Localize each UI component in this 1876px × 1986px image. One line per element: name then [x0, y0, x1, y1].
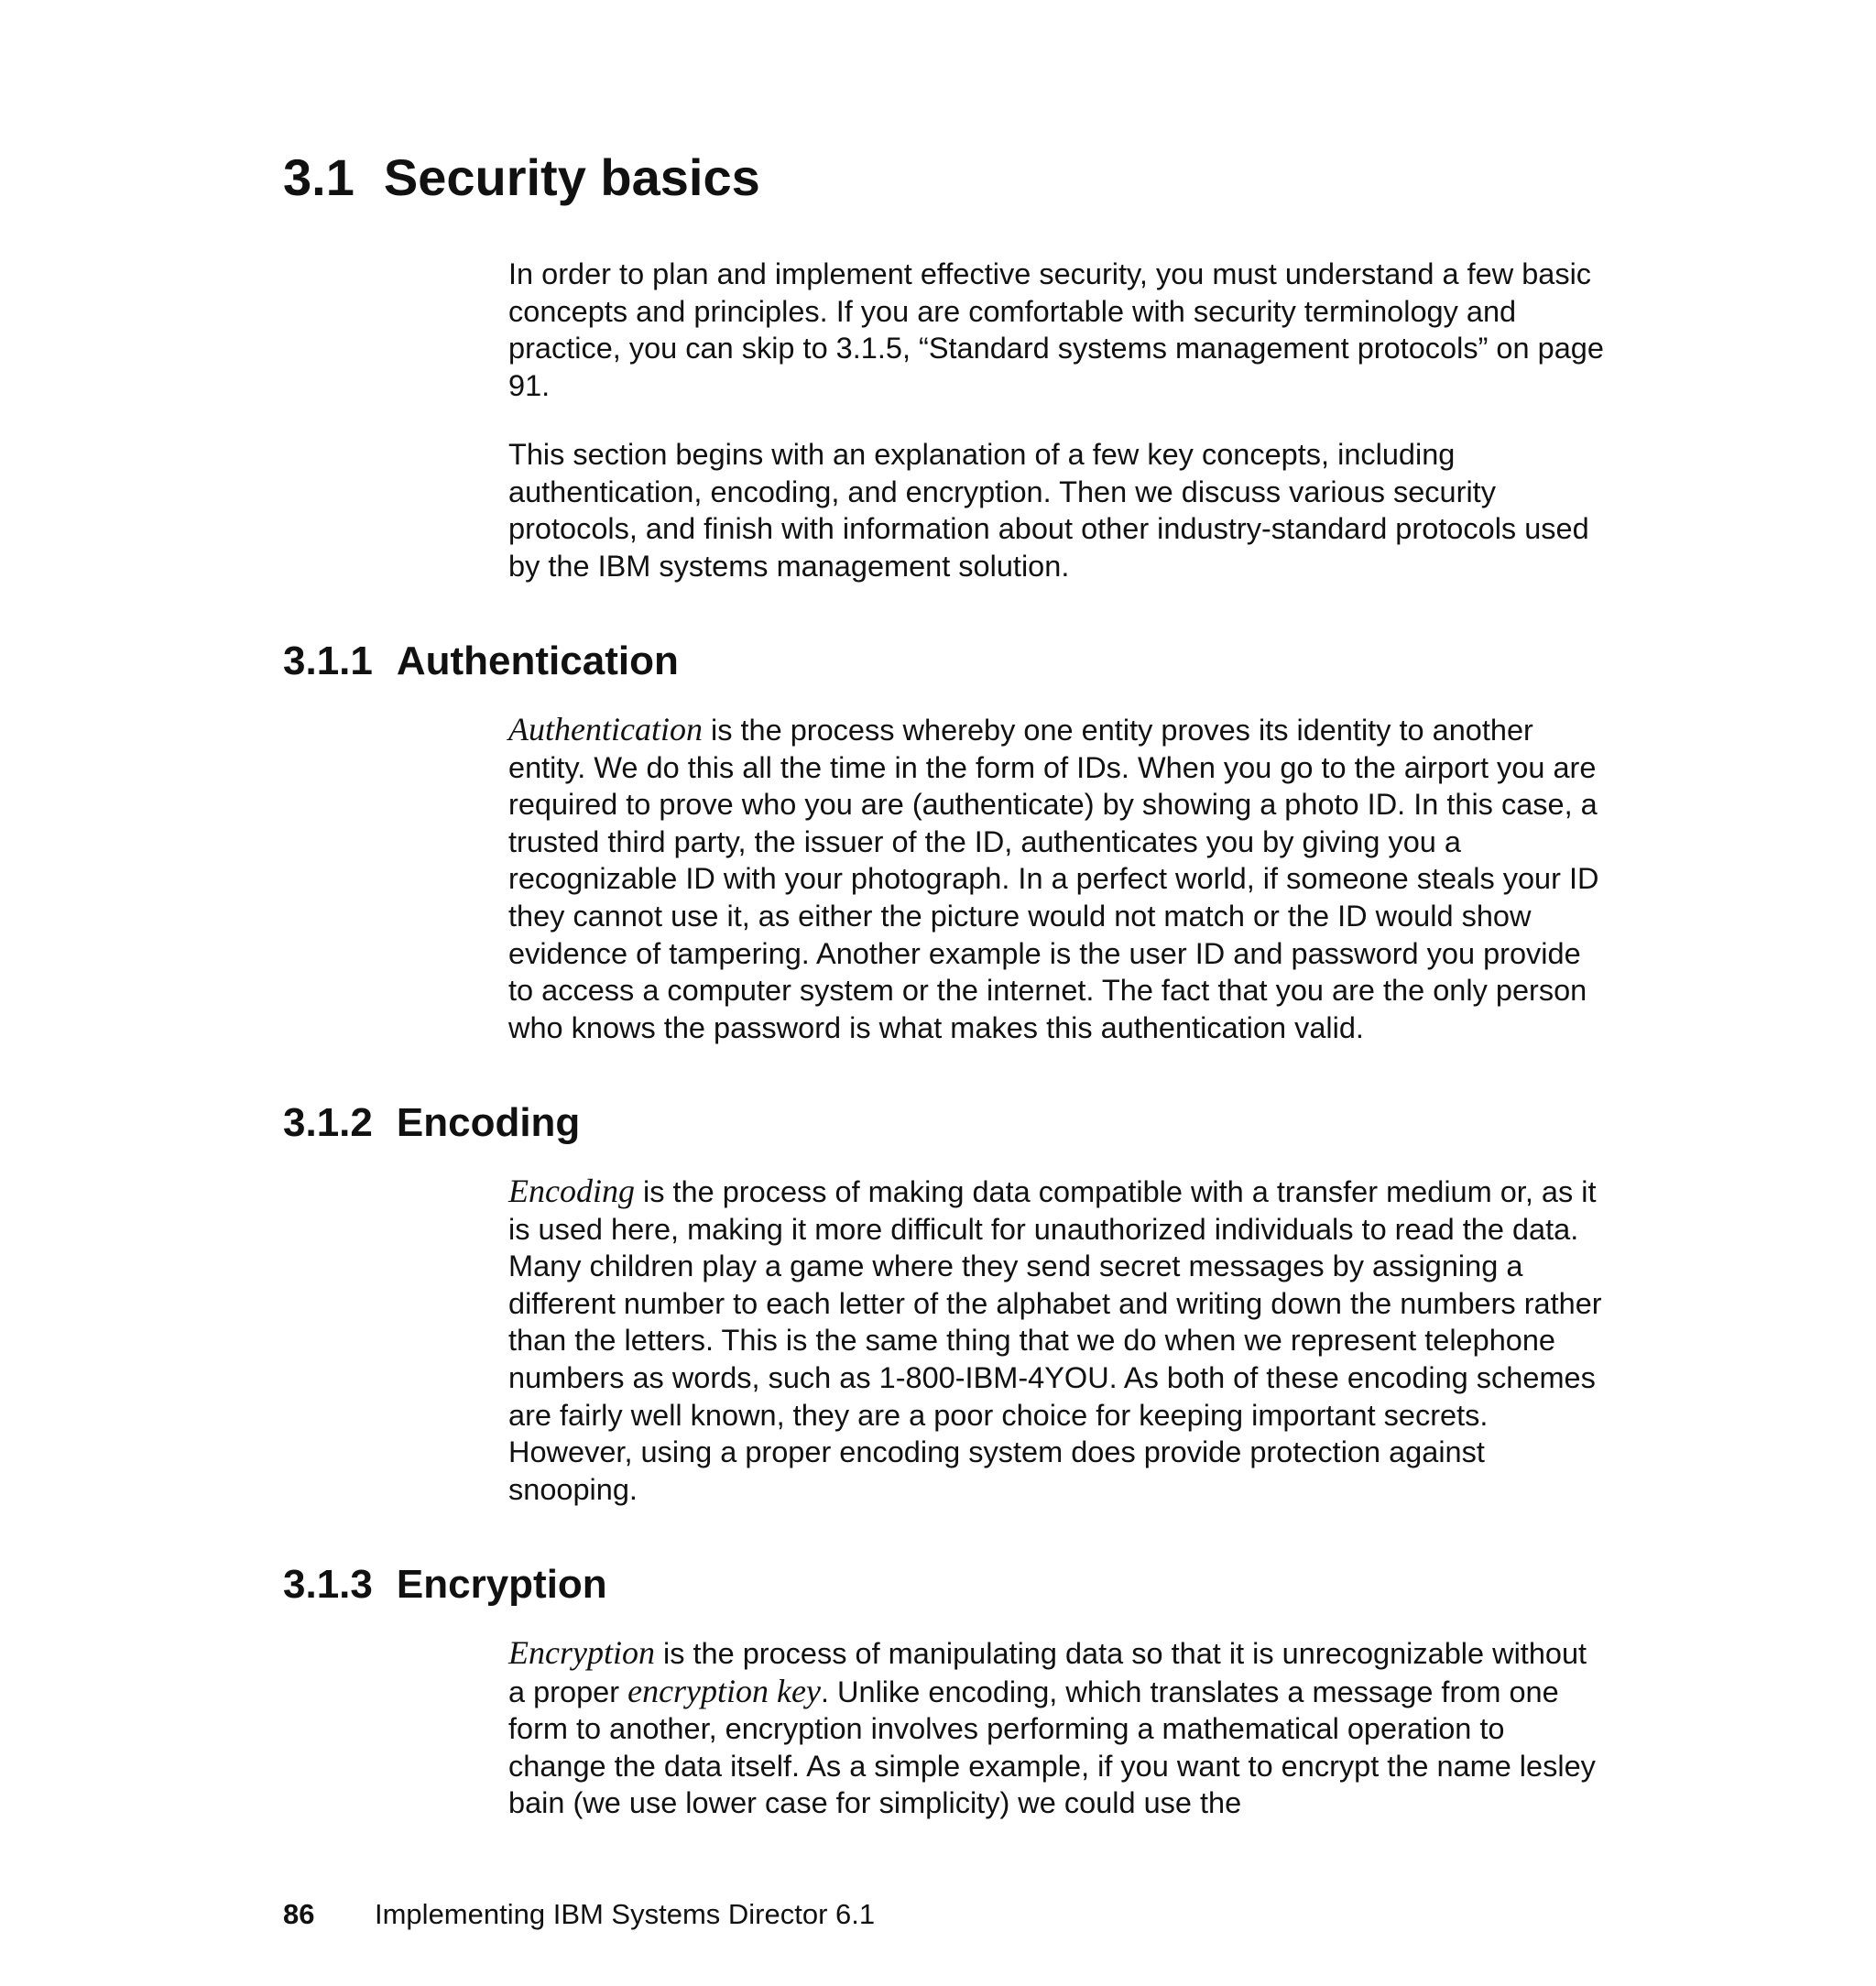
- encryption-text-b: . Unlike encoding, which translates a message from one form to another, encryption involves performing a mathematical operation to change the data itself. As a simple example, if you want to encrypt the name lesley bain (we use lower case for simplicity) we could use the: [508, 1675, 1596, 1820]
- section-title: Security basics: [383, 148, 760, 206]
- encoding-number: 3.1.2: [283, 1100, 373, 1145]
- encryption-key-term: encryption key: [627, 1672, 821, 1709]
- authentication-term: Authentication: [508, 711, 703, 747]
- encryption-term: Encryption: [508, 1634, 655, 1671]
- section-heading: [283, 147, 760, 209]
- book-title: Implementing IBM Systems Director 6.1: [375, 1898, 876, 1930]
- encoding-paragraph: [508, 1173, 1608, 1508]
- encoding-heading: [283, 1098, 580, 1148]
- page-number: 86: [283, 1898, 315, 1930]
- authentication-number: 3.1.1: [283, 638, 373, 683]
- page-footer: [283, 1896, 875, 1933]
- authentication-text: is the process whereby one entity proves its identity to another entity. We do this all the time in the form of IDs. When you go to the airport you are required to prove who you are (authenticate) by showing a photo ID. In this case, a trusted third party, the issuer of the ID, authenticates you by giving you a recognizable ID with your photograph. In a perfect world, if someone steals your ID they cannot use it, as either the picture would not match or the ID would show evidence of tampering. Another example is the user ID and password you provide to access a computer system or the internet. The fact that you are the only person who knows the password is what makes this authentication valid.: [508, 714, 1599, 1044]
- authentication-title: Authentication: [396, 638, 679, 683]
- encryption-title: Encryption: [396, 1562, 607, 1607]
- encryption-number: 3.1.3: [283, 1562, 373, 1607]
- intro-paragraph-2: This section begins with an explanation of a few key concepts, including authentication, encoding, and encryption. Then we discuss various security protocols, and finish with information about other industry-standard protocols used by the IBM systems management solution.: [508, 438, 1589, 583]
- section-number: 3.1: [283, 148, 354, 206]
- authentication-heading: [283, 637, 679, 686]
- encoding-term: Encoding: [508, 1173, 635, 1209]
- encryption-paragraph: [508, 1634, 1608, 1822]
- encoding-title: Encoding: [396, 1100, 581, 1145]
- authentication-paragraph: [508, 711, 1608, 1046]
- encryption-text-a: is the process of manipulating data so that it is unrecognizable without a proper: [508, 1637, 1587, 1708]
- encoding-text: is the process of making data compatible with a transfer medium or, as it is used here, making it more difficult for unauthorized individuals to read the data. Many children play a game where they send secret messages by assigning a different number to each letter of the alphabet and writing down the numbers rather than the letters. This is the same thing that we do when we represent telephone numbers as words, such as 1-800-IBM-4YOU. As both of these encoding schemes are fairly well known, they are a poor choice for keeping important secrets. However, using a proper encoding system does provide protection against snooping.: [508, 1175, 1602, 1506]
- intro-paragraph-1: In order to plan and implement effective security, you must understand a few basic concepts and principles. If you are comfortable with security terminology and practice, you can skip to 3.1.5, “Standard systems management protocols” on page 91.: [508, 257, 1604, 402]
- encryption-heading: [283, 1560, 607, 1610]
